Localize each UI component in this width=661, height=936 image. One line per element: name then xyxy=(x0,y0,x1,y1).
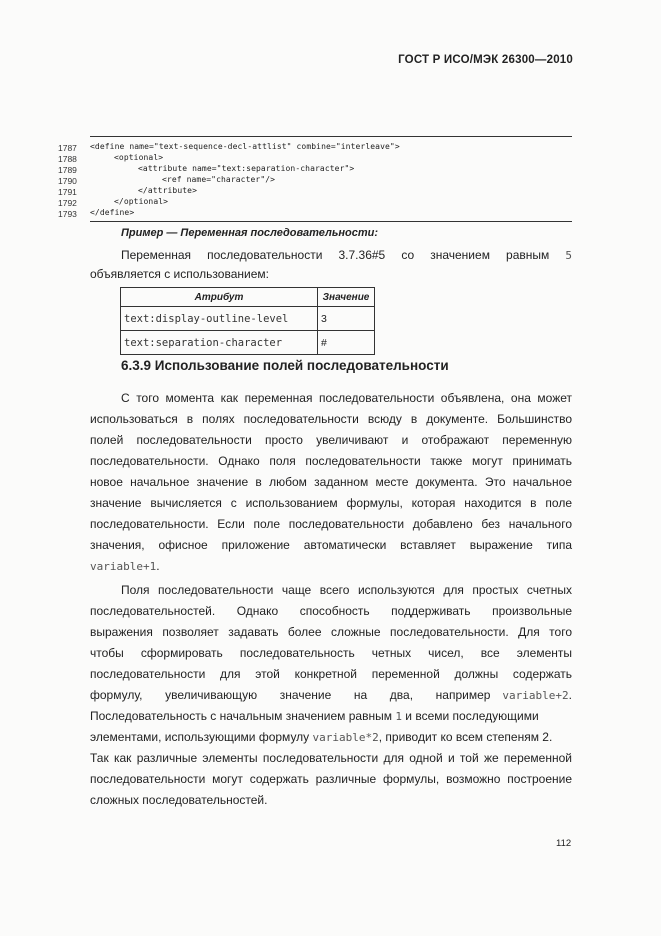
table-header-row xyxy=(121,288,375,307)
line-number: 1790 xyxy=(58,176,77,186)
code-line: </optional> xyxy=(114,197,169,206)
para2-line: последовательностей. Однако способность поддерживать произвольные xyxy=(90,604,572,618)
line-number: 1792 xyxy=(58,198,77,208)
example-word: последовательности xyxy=(207,248,323,262)
code-line: </define> xyxy=(90,208,135,217)
para2-line xyxy=(90,685,572,706)
example-word: со xyxy=(401,248,415,262)
page-number: 112 xyxy=(556,838,572,849)
para1-line: значение вычисляется с использованием формулы, которая находится в поле xyxy=(90,496,572,510)
attribute-table xyxy=(120,287,375,355)
para1-line: последовательности. Однако поля последовательности также могут принимать xyxy=(90,454,572,468)
line-number: 1793 xyxy=(58,209,77,219)
para2-text: , приводит ко всем степеням 2. xyxy=(378,730,553,744)
para2-text: элементами, использующими формулу xyxy=(90,730,310,744)
table-row xyxy=(121,331,375,355)
example-code-value: 5 xyxy=(565,249,572,262)
inline-code: variable+2 xyxy=(502,689,569,702)
example-word: равным xyxy=(506,248,550,262)
para2-line: чтобы сформировать последовательность четных чисел, все элементы xyxy=(90,646,572,660)
code-line: <define name="text-sequence-decl-attlist" combine="interleave"> xyxy=(90,142,400,151)
table-cell: 3 xyxy=(318,307,375,331)
standard-header: ГОСТ Р ИСО/МЭК 26300—2010 xyxy=(398,54,573,66)
table-row xyxy=(121,307,375,331)
para2-text: и всеми последующими xyxy=(405,709,539,723)
para1-line: последовательности. Если поле последовательности добавлено без начального xyxy=(90,517,572,531)
example-word: значением xyxy=(430,248,490,262)
line-number: 1788 xyxy=(58,154,77,164)
example-line-1 xyxy=(121,245,572,266)
para2-line: Поля последовательности чаще всего используются для простых счетных xyxy=(121,583,572,597)
section-title: 6.3.9 Использование полей последовательности xyxy=(121,358,449,373)
code-line: <attribute name="text:separation-character"> xyxy=(138,164,355,173)
para1-line: полей последовательности просто увеличивают и отображают переменную xyxy=(90,433,572,447)
code-line: <ref name="character"/> xyxy=(162,175,276,184)
code-line: </attribute> xyxy=(138,186,197,195)
para2-line xyxy=(90,727,572,748)
para1-line: новое начальное значение в любом заданном месте документа. Это начальное xyxy=(90,475,572,489)
inline-code: variable*2 xyxy=(312,731,379,744)
para1-last-line xyxy=(90,556,160,577)
table-cell: text:display-outline-level xyxy=(121,307,318,331)
para2-text: Последовательность с начальным значением равным xyxy=(90,709,392,723)
inline-code: 1 xyxy=(395,710,402,723)
para1-line: значения, офисное приложение автоматически вставляет выражение типа xyxy=(90,538,572,552)
column-header: Атрибут xyxy=(121,288,318,307)
table-cell: # xyxy=(318,331,375,355)
para2-text: формулу, увеличивающую значение на два, например xyxy=(90,688,491,702)
punctuation: . xyxy=(156,559,160,573)
line-number: 1787 xyxy=(58,143,77,153)
table-cell: text:separation-character xyxy=(121,331,318,355)
line-number: 1791 xyxy=(58,187,77,197)
example-word: 3.7.36#5 xyxy=(338,248,386,262)
para2-line: выражения позволяет задавать более сложные последовательности. Для того xyxy=(90,625,572,639)
para2-line xyxy=(90,706,572,727)
example-word: Переменная xyxy=(121,248,191,262)
inline-code: variable+1 xyxy=(90,560,157,573)
para1-line: С того момента как переменная последовательности объявлена, она может xyxy=(121,391,572,405)
para2-line: сложных последовательностей. xyxy=(90,793,268,807)
para2-line: последовательности для этой конкретной переменной должны содержать xyxy=(90,667,572,681)
line-number: 1789 xyxy=(58,165,77,175)
code-line: <optional> xyxy=(114,153,164,162)
code-listing xyxy=(58,136,572,222)
column-header: Значение xyxy=(318,288,375,307)
punctuation: . xyxy=(568,688,572,702)
para1-line: использоваться в полях последовательности всюду в документе. Большинство xyxy=(90,412,572,426)
example-line-2: объявляется с использованием: xyxy=(90,267,269,281)
example-title: Пример — Переменная последовательности: xyxy=(121,227,379,239)
para2-line: последовательности могут содержать различные формулы, возможно построение xyxy=(90,772,572,786)
para2-line: Так как различные элементы последовательности для одной и той же переменной xyxy=(90,751,572,765)
